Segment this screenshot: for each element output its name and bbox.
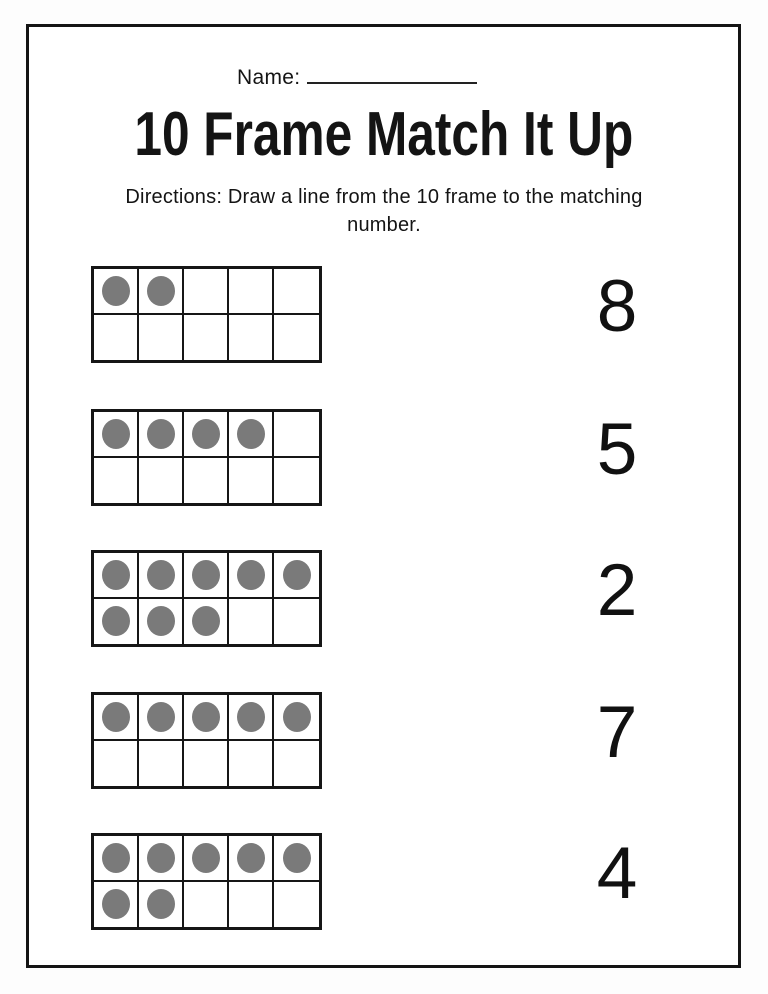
counter-dot <box>192 702 220 732</box>
counter-dot <box>102 843 130 873</box>
ten-frame-cell <box>139 741 184 787</box>
counter-dot <box>147 889 175 919</box>
name-blank-line[interactable] <box>307 60 477 84</box>
match-number[interactable]: 4 <box>596 833 638 914</box>
counter-dot <box>237 843 265 873</box>
ten-frame-cell <box>229 412 274 458</box>
ten-frame-cell <box>139 269 184 315</box>
ten-frame[interactable] <box>91 833 322 930</box>
ten-frame-cell <box>229 553 274 599</box>
name-row <box>237 60 477 90</box>
ten-frame-cell <box>139 315 184 361</box>
ten-frame-cell <box>139 458 184 504</box>
ten-frame-cell <box>184 315 229 361</box>
ten-frame-cell <box>94 882 139 928</box>
counter-dot <box>192 419 220 449</box>
counter-dot <box>102 702 130 732</box>
ten-frame-cell <box>94 695 139 741</box>
ten-frame-cell <box>139 599 184 645</box>
ten-frame-cell <box>139 836 184 882</box>
counter-dot <box>192 560 220 590</box>
ten-frame-cell <box>184 553 229 599</box>
ten-frame-cell <box>94 315 139 361</box>
ten-frame-cell <box>274 741 319 787</box>
counter-dot <box>102 560 130 590</box>
ten-frame-cell <box>184 695 229 741</box>
ten-frame-cell <box>229 269 274 315</box>
ten-frame-cell <box>229 741 274 787</box>
ten-frame-cell <box>274 412 319 458</box>
ten-frame-cell <box>184 412 229 458</box>
ten-frame-cell <box>229 836 274 882</box>
ten-frame-cell <box>139 695 184 741</box>
title-wrap <box>0 98 768 172</box>
counter-dot <box>147 560 175 590</box>
counter-dot <box>237 419 265 449</box>
counter-dot <box>237 702 265 732</box>
page-title: 10 Frame Match It Up <box>134 100 634 169</box>
ten-frame[interactable] <box>91 550 322 647</box>
ten-frame-cell <box>274 882 319 928</box>
counter-dot <box>102 606 130 636</box>
ten-frame-cell <box>94 458 139 504</box>
ten-frame-cell <box>274 836 319 882</box>
ten-frame-cell <box>184 741 229 787</box>
counter-dot <box>147 276 175 306</box>
ten-frame-cell <box>274 599 319 645</box>
ten-frame-cell <box>184 599 229 645</box>
ten-frame-cell <box>229 458 274 504</box>
counter-dot <box>283 702 311 732</box>
ten-frame-cell <box>139 412 184 458</box>
ten-frame-cell <box>94 741 139 787</box>
ten-frame-cell <box>274 695 319 741</box>
ten-frame[interactable] <box>91 409 322 506</box>
directions-line-1: Directions: Draw a line from the 10 frame to the matching <box>125 186 643 208</box>
ten-frame-cell <box>184 269 229 315</box>
ten-frame-cell <box>184 882 229 928</box>
ten-frame-cell <box>274 553 319 599</box>
ten-frame-cell <box>274 269 319 315</box>
directions <box>0 183 768 239</box>
counter-dot <box>102 419 130 449</box>
ten-frame-cell <box>229 882 274 928</box>
counter-dot <box>147 843 175 873</box>
counter-dot <box>192 606 220 636</box>
ten-frame-cell <box>139 882 184 928</box>
ten-frame[interactable] <box>91 692 322 789</box>
counter-dot <box>283 560 311 590</box>
ten-frame-cell <box>94 836 139 882</box>
ten-frame-cell <box>274 315 319 361</box>
counter-dot <box>237 560 265 590</box>
ten-frame-cell <box>229 315 274 361</box>
ten-frame-cell <box>94 412 139 458</box>
ten-frame-cell <box>94 599 139 645</box>
ten-frame-cell <box>94 269 139 315</box>
counter-dot <box>147 419 175 449</box>
ten-frame-cell <box>139 553 184 599</box>
ten-frame-cell <box>184 458 229 504</box>
ten-frame-cell <box>229 695 274 741</box>
ten-frame-cell <box>274 458 319 504</box>
counter-dot <box>147 702 175 732</box>
ten-frame-cell <box>229 599 274 645</box>
match-number[interactable]: 2 <box>596 550 638 631</box>
ten-frame-cell <box>184 836 229 882</box>
match-number[interactable]: 7 <box>596 692 638 773</box>
counter-dot <box>102 276 130 306</box>
ten-frame-cell <box>94 553 139 599</box>
counter-dot <box>192 843 220 873</box>
match-number[interactable]: 5 <box>596 409 638 490</box>
counter-dot <box>102 889 130 919</box>
counter-dot <box>147 606 175 636</box>
ten-frame[interactable] <box>91 266 322 363</box>
match-number[interactable]: 8 <box>596 266 638 347</box>
directions-line-2: number. <box>347 214 421 236</box>
name-label: Name: <box>237 66 301 89</box>
counter-dot <box>283 843 311 873</box>
